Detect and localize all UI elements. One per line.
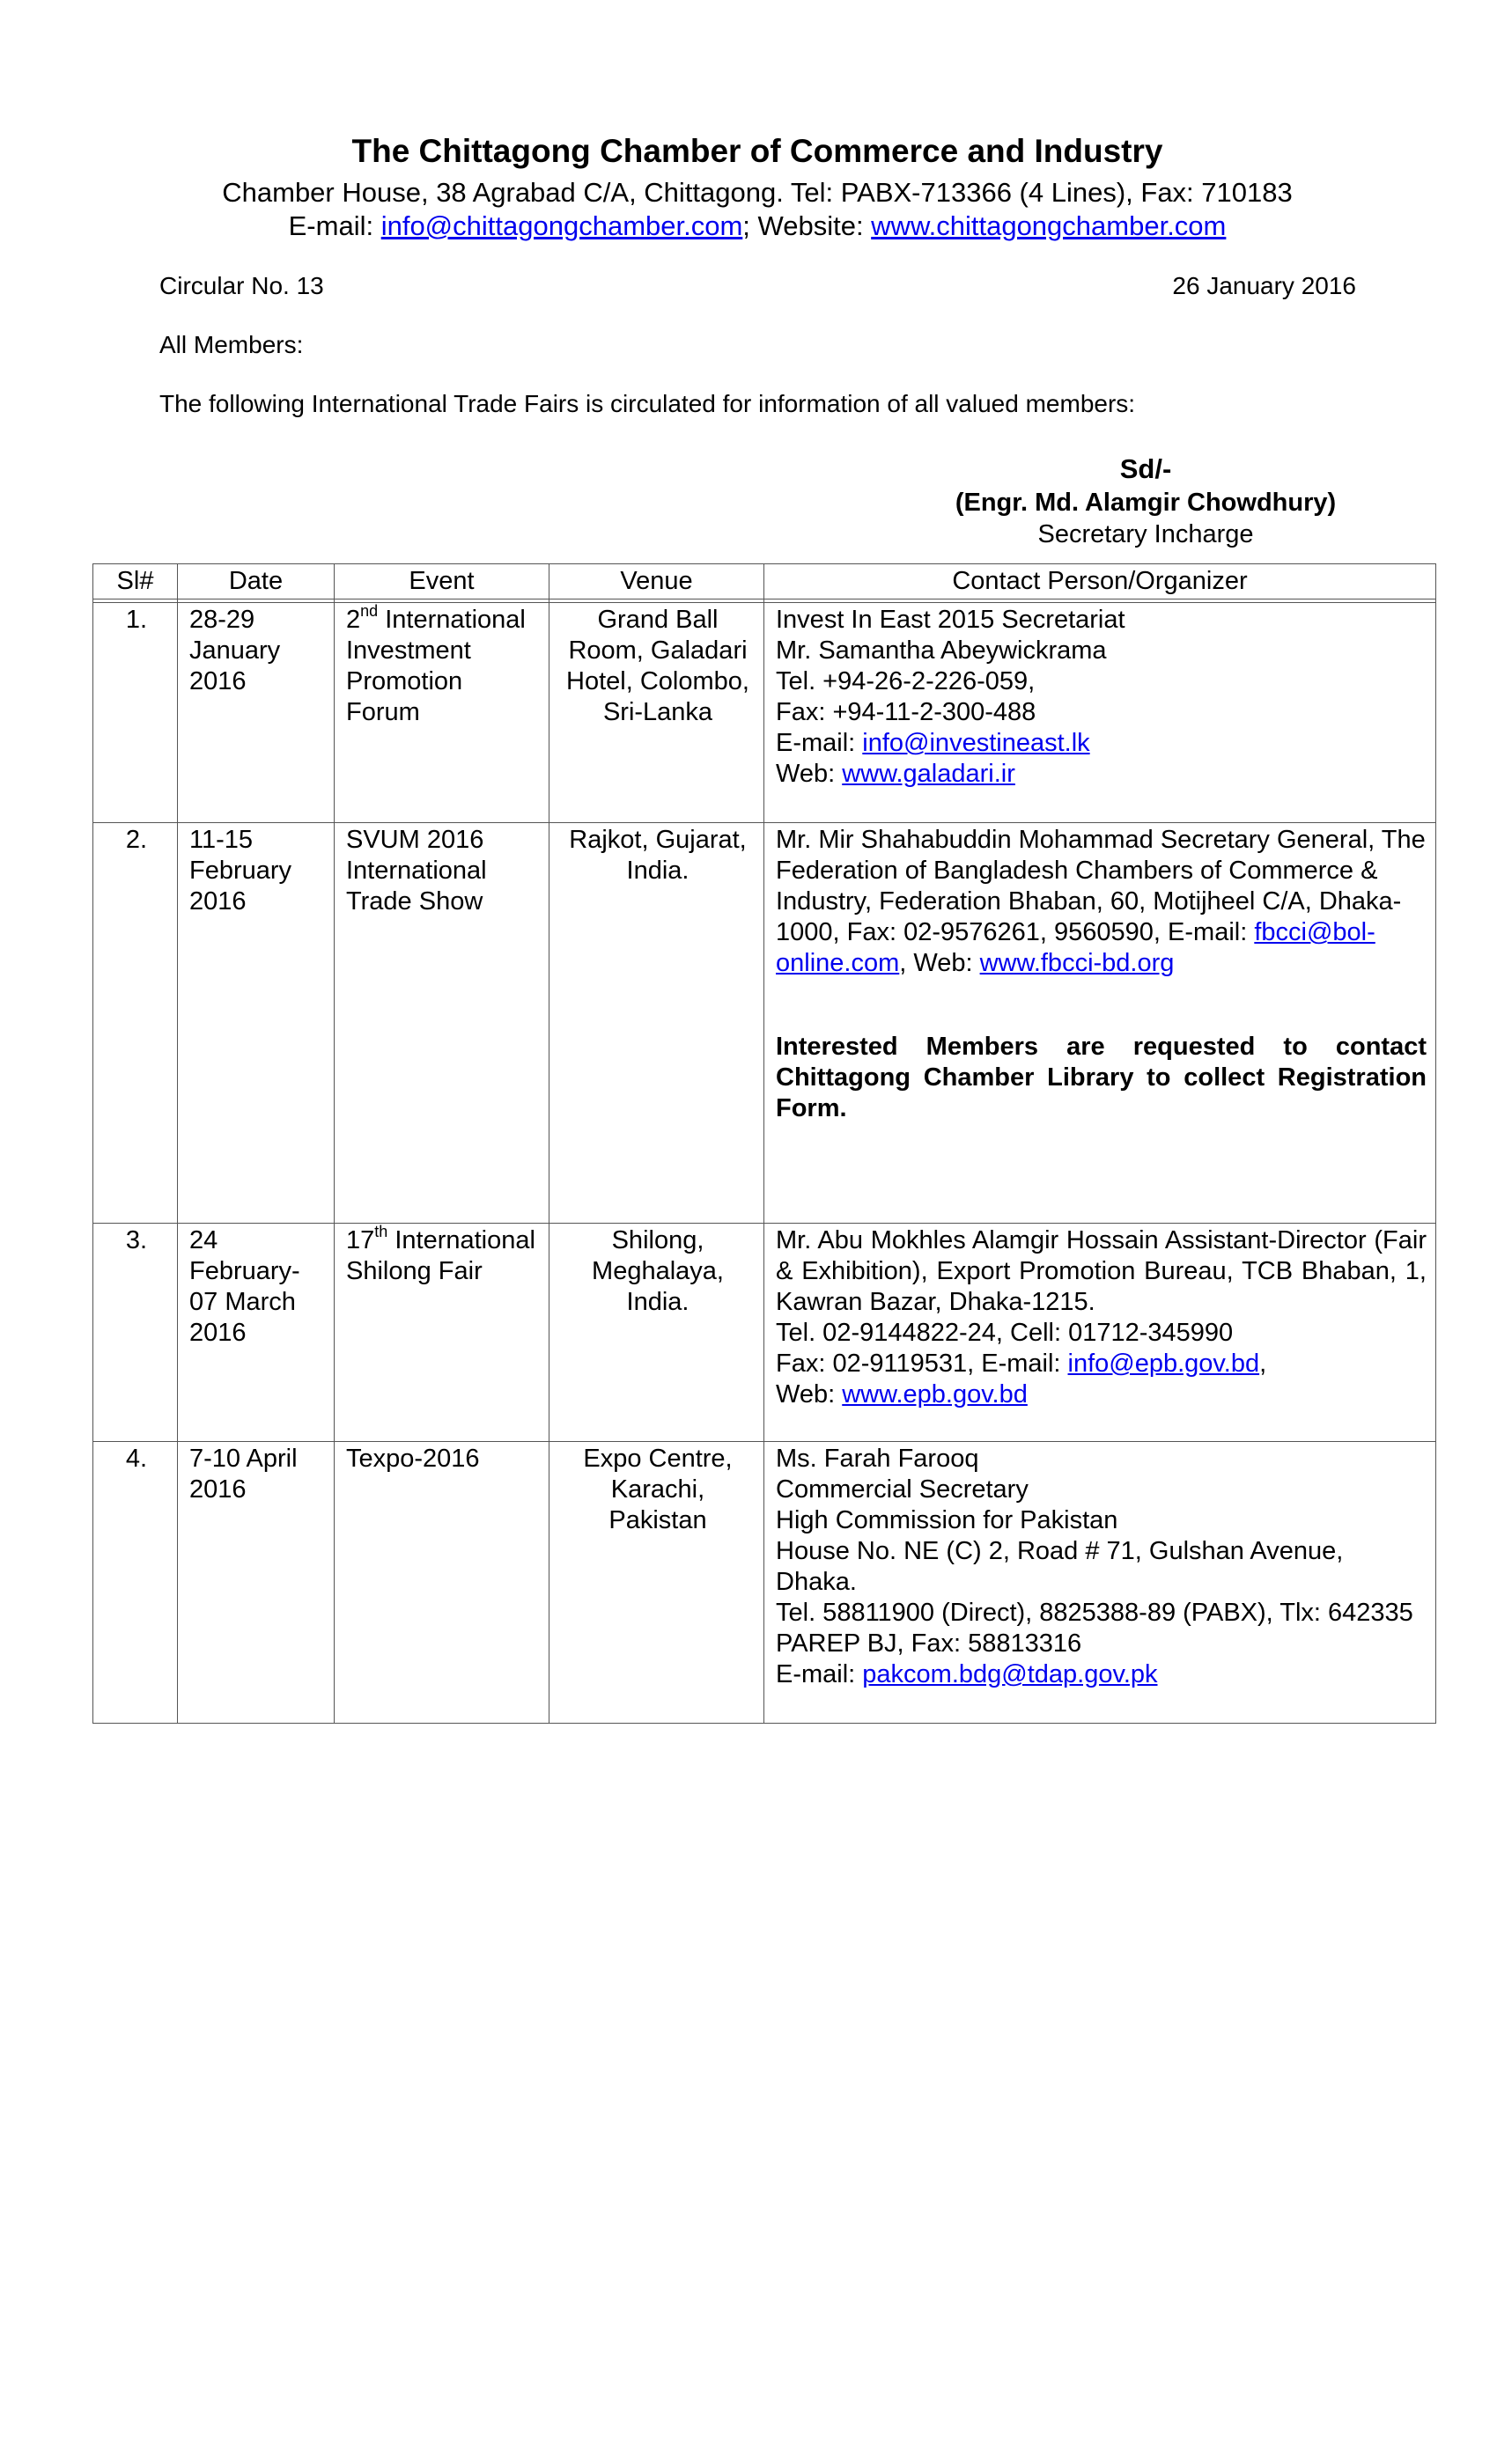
contact-line: High Commission for Pakistan <box>776 1506 1118 1534</box>
registration-note: Interested Members are requested to contact Chittagong Chamber Library to collect Registration Form. <box>776 1033 1427 1122</box>
event-name: International Investment Promotion Forum <box>346 606 526 726</box>
header-date: Date <box>178 564 335 599</box>
row-venue: Grand Ball Room, Galadari Hotel, Colombo, Sri-Lanka <box>549 603 764 823</box>
signature-mark: Sd/- <box>1119 453 1172 484</box>
trade-fairs-table <box>92 563 1436 1724</box>
contact-text <box>776 825 1427 979</box>
contact-line: Tel. 58811900 (Direct), 8825388-89 (PABX), Tlx: 642335 PAREP BJ, Fax: 58813316 <box>776 1599 1413 1658</box>
website-label: ; Website: <box>742 210 872 241</box>
table-row <box>93 1442 1436 1724</box>
organization-address: Chamber House, 38 Agrabad C/A, Chittagong. Tel: PABX-713366 (4 Lines), Fax: 710183 <box>222 177 1293 208</box>
contact-email-link[interactable]: info@epb.gov.bd <box>1067 1350 1260 1378</box>
row-event <box>335 603 549 823</box>
circular-number: Circular No. 13 <box>159 272 324 299</box>
row-sl: 2. <box>93 823 178 1224</box>
contact-details: Mr. Abu Mokhles Alamgir Hossain Assistant-Director (Fair & Exhibition), Export Promotion Bureau, TCB Bhaban, 1, Kawran Bazar, Dhaka-1215. <box>776 1226 1427 1316</box>
row-sl: 3. <box>93 1224 178 1442</box>
header-venue: Venue <box>549 564 764 599</box>
email-label: E-mail: <box>776 729 863 757</box>
table-header-row <box>93 564 1436 599</box>
row-contact <box>764 1224 1436 1442</box>
web-label: Web: <box>776 760 843 788</box>
contact-web-line <box>776 1379 1427 1410</box>
contact-line: Tel. 02-9144822-24, Cell: 01712-345990 <box>776 1319 1234 1347</box>
contact-fax-email-line: Fax: 02-9119531, E-mail: info@epb.gov.bd, <box>776 1350 1267 1378</box>
row-date: 7-10 April 2016 <box>178 1442 335 1724</box>
row-venue: Expo Centre, Karachi, Pakistan <box>549 1442 764 1724</box>
web-label: , Web: <box>899 949 973 977</box>
event-ordinal: 2 <box>346 606 361 634</box>
contact-email-link[interactable]: pakcom.bdg@tdap.gov.pk <box>862 1660 1158 1688</box>
event-ordinal: 17 <box>346 1226 375 1254</box>
signatory-name: (Engr. Md. Alamgir Chowdhury) <box>955 489 1337 517</box>
row-contact <box>764 603 1436 823</box>
row-contact <box>764 823 1436 1224</box>
row-venue: Rajkot, Gujarat, India. <box>549 823 764 1224</box>
row-sl: 1. <box>93 603 178 823</box>
signatory-title: Secretary Incharge <box>1037 520 1254 548</box>
contact-web-link[interactable]: www.galadari.ir <box>842 760 1015 788</box>
email-label: E-mail: <box>776 1660 863 1688</box>
contact-line: Tel. +94-26-2-226-059, <box>776 667 1036 695</box>
fax-label: Fax: 02-9119531, E-mail: <box>776 1350 1068 1378</box>
contact-web-link[interactable]: www.epb.gov.bd <box>842 1380 1028 1409</box>
event-name: International Shilong Fair <box>346 1226 535 1285</box>
row-sl: 4. <box>93 1442 178 1724</box>
email-label: E-mail: <box>1168 918 1255 946</box>
contact-line: House No. NE (C) 2, Road # 71, Gulshan Avenue, Dhaka. <box>776 1537 1344 1596</box>
circular-date: 26 January 2016 <box>1172 272 1356 299</box>
contact-line: Invest In East 2015 Secretariat <box>776 606 1125 634</box>
contact-email-line <box>776 1659 1427 1690</box>
row-event: Texpo-2016 <box>335 1442 549 1724</box>
contact-email-link[interactable]: info@investineast.lk <box>862 729 1090 757</box>
contact-line: Mr. Samantha Abeywickrama <box>776 636 1107 665</box>
contact-line: Commercial Secretary <box>776 1475 1029 1504</box>
organization-title: The Chittagong Chamber of Commerce and Industry <box>351 133 1163 169</box>
table-row <box>93 603 1436 823</box>
intro-text: The following International Trade Fairs is circulated for information of all valued members: <box>159 390 1136 417</box>
header-sl: Sl# <box>93 564 178 599</box>
header-event: Event <box>335 564 549 599</box>
row-date: 24 February-07 March 2016 <box>178 1224 335 1442</box>
contact-email-link[interactable]: fbcci@bol-online.com <box>776 918 1375 977</box>
row-venue: Shilong, Meghalaya, India. <box>549 1224 764 1442</box>
chamber-email-link[interactable]: info@chittagongchamber.com <box>380 210 743 241</box>
contact-web-line <box>776 759 1427 790</box>
contact-web-link[interactable]: www.fbcci-bd.org <box>979 949 1175 977</box>
chamber-website-link[interactable]: www.chittagongchamber.com <box>871 210 1227 241</box>
contact-line: Ms. Farah Farooq <box>776 1445 979 1473</box>
event-ordinal-suffix: th <box>374 1223 388 1241</box>
event-ordinal-suffix: nd <box>360 602 379 621</box>
web-label: Web: <box>776 1380 843 1409</box>
contact-email-line <box>776 728 1427 759</box>
row-date: 11-15 February 2016 <box>178 823 335 1224</box>
email-label: E-mail: <box>288 210 381 241</box>
row-event <box>335 1224 549 1442</box>
table-row <box>93 1224 1436 1442</box>
row-date: 28-29 January 2016 <box>178 603 335 823</box>
table-row <box>93 823 1436 1224</box>
row-contact <box>764 1442 1436 1724</box>
contact-line: Fax: +94-11-2-300-488 <box>776 698 1036 726</box>
organization-contact-line <box>0 210 1497 243</box>
contact-details: Mr. Mir Shahabuddin Mohammad Secretary General, The Federation of Bangladesh Chambers of Commerce & Industry, Federation Bhaban, 60, Motijheel C/A, Dhaka-1000, Fax: 02-9576261, 9560590, <box>776 826 1426 946</box>
header-contact: Contact Person/Organizer <box>764 564 1436 599</box>
row-event: SVUM 2016 International Trade Show <box>335 823 549 1224</box>
salutation: All Members: <box>159 331 304 358</box>
